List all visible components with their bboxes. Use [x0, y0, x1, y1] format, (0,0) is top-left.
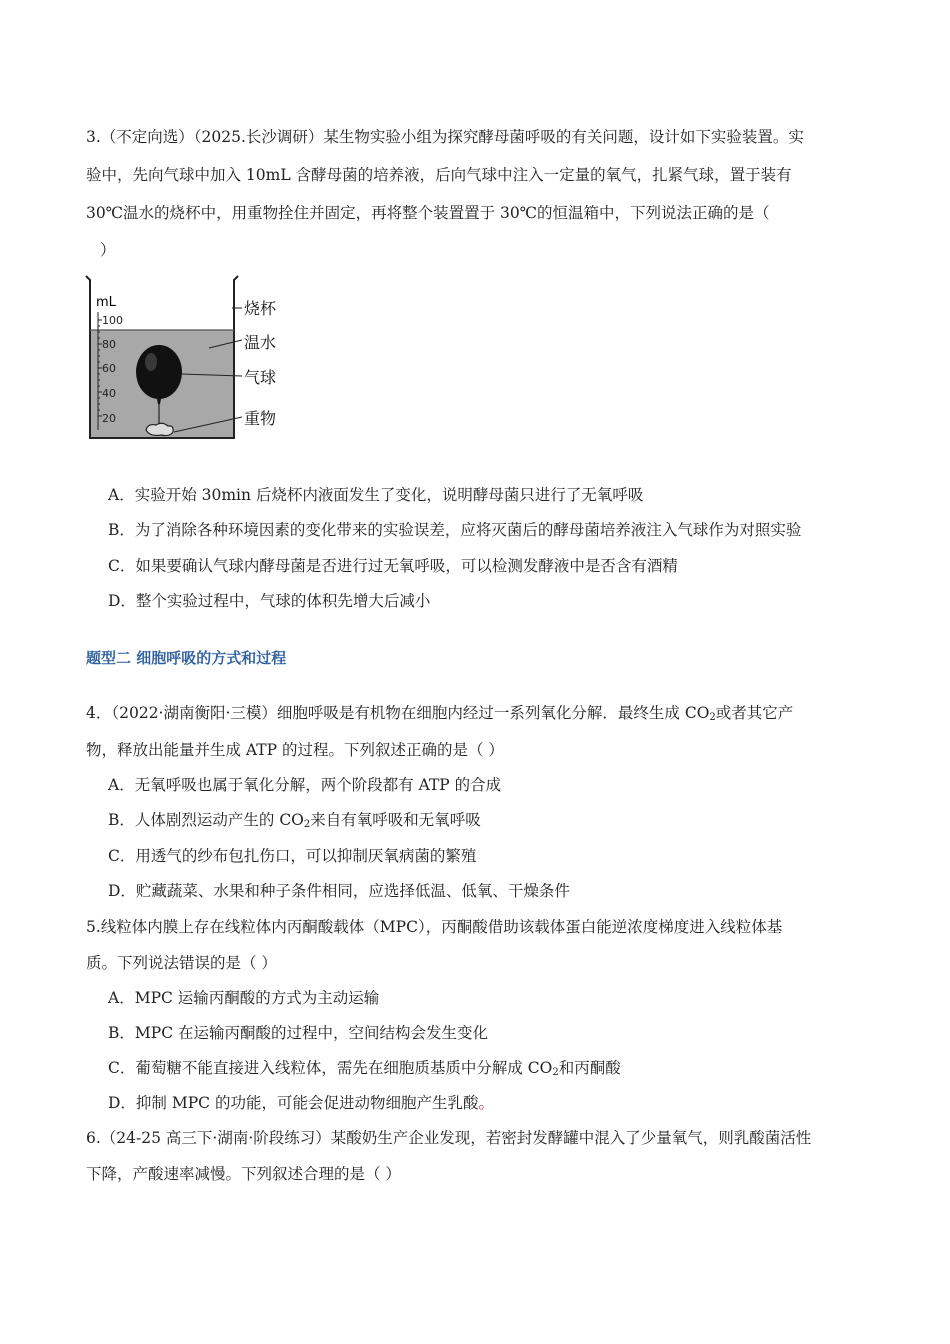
- q5-option-b: B．MPC 在运输丙酮酸的过程中，空间结构会发生变化: [108, 1024, 488, 1042]
- section-heading: 题型二 细胞呼吸的方式和过程: [86, 649, 287, 667]
- q4-line-2: 物，释放出能量并生成 ATP 的过程。下列叙述正确的是（ ）: [86, 741, 504, 759]
- q3-line-2: 验中，先向气球中加入 10mL 含酵母菌的培养液，后向气球中注入一定量的氧气，扎紧气球，置于装有: [86, 166, 792, 184]
- tick-80: 80: [102, 338, 116, 351]
- q4-option-d: D．贮藏蔬菜、水果和种子条件相同，应选择低温、低氧、干燥条件: [108, 882, 570, 900]
- q6-line-2: 下降，产酸速率减慢。下列叙述合理的是（ ）: [86, 1165, 401, 1183]
- balloon: [136, 345, 182, 399]
- label-beaker: 烧杯: [244, 299, 277, 318]
- label-warm-water: 温水: [244, 333, 277, 352]
- scale-unit: mL: [96, 295, 116, 310]
- q4-option-a: A．无氧呼吸也属于氧化分解，两个阶段都有 ATP 的合成: [108, 776, 502, 794]
- q4-line-1: 4．（2022·湖南衡阳·三模）细胞呼吸是有机物在细胞内经过一系列氧化分解．最终生成 $CO_2$或者其它产: [86, 704, 794, 723]
- q5-option-c: C．葡萄糖不能直接进入线粒体，需先在细胞质基质中分解成 $CO_2$和丙酮酸: [108, 1059, 621, 1078]
- label-balloon: 气球: [244, 368, 277, 387]
- q3-option-c: C．如果要确认气球内酵母菌是否进行过无氧呼吸，可以检测发酵液中是否含有酒精: [108, 557, 678, 575]
- q5-line-1: 5.线粒体内膜上存在线粒体内丙酮酸载体（MPC），丙酮酸借助该载体蛋白能逆浓度梯度进入线粒体基: [86, 918, 783, 936]
- q4-option-c: C．用透气的纱布包扎伤口，可以抑制厌氧病菌的繁殖: [108, 847, 477, 865]
- tick-60: 60: [102, 362, 116, 375]
- q3-line-4: ）: [100, 241, 116, 259]
- tick-40: 40: [102, 387, 116, 400]
- tick-100: 100: [102, 314, 123, 327]
- beaker-diagram: [84, 270, 304, 445]
- q4-option-b: B．人体剧烈运动产生的 $CO_2$来自有氧呼吸和无氧呼吸: [108, 811, 481, 830]
- q5-line-2: 质。下列说法错误的是（ ）: [86, 954, 277, 972]
- q3-line-3: 30℃温水的烧杯中，用重物拴住并固定，再将整个装置置于 30℃的恒温箱中，下列说法正确的是（: [86, 204, 770, 222]
- label-weight: 重物: [244, 409, 277, 428]
- q6-line-1: 6.（24-25 高三下·湖南·阶段练习）某酸奶生产企业发现，若密封发酵罐中混入了少量氧气，则乳酸菌活性: [86, 1129, 812, 1147]
- tick-20: 20: [102, 412, 116, 425]
- q5-option-a: A．MPC 运输丙酮酸的方式为主动运输: [108, 989, 380, 1007]
- q3-option-a: A．实验开始 30min 后烧杯内液面发生了变化，说明酵母菌只进行了无氧呼吸: [108, 486, 644, 504]
- q3-option-d: D．整个实验过程中，气球的体积先增大后减小: [108, 592, 431, 610]
- q3-line-1: 3.（不定向选）（2025.长沙调研）某生物实验小组为探究酵母菌呼吸的有关问题，设计如下实验装置。实: [86, 128, 804, 146]
- q3-option-b: B．为了消除各种环境因素的变化带来的实验误差，应将灭菌后的酵母菌培养液注入气球作为对照实验: [108, 521, 802, 539]
- q5-option-d: D．抑制 MPC 的功能，可能会促进动物细胞产生乳酸。: [108, 1094, 494, 1112]
